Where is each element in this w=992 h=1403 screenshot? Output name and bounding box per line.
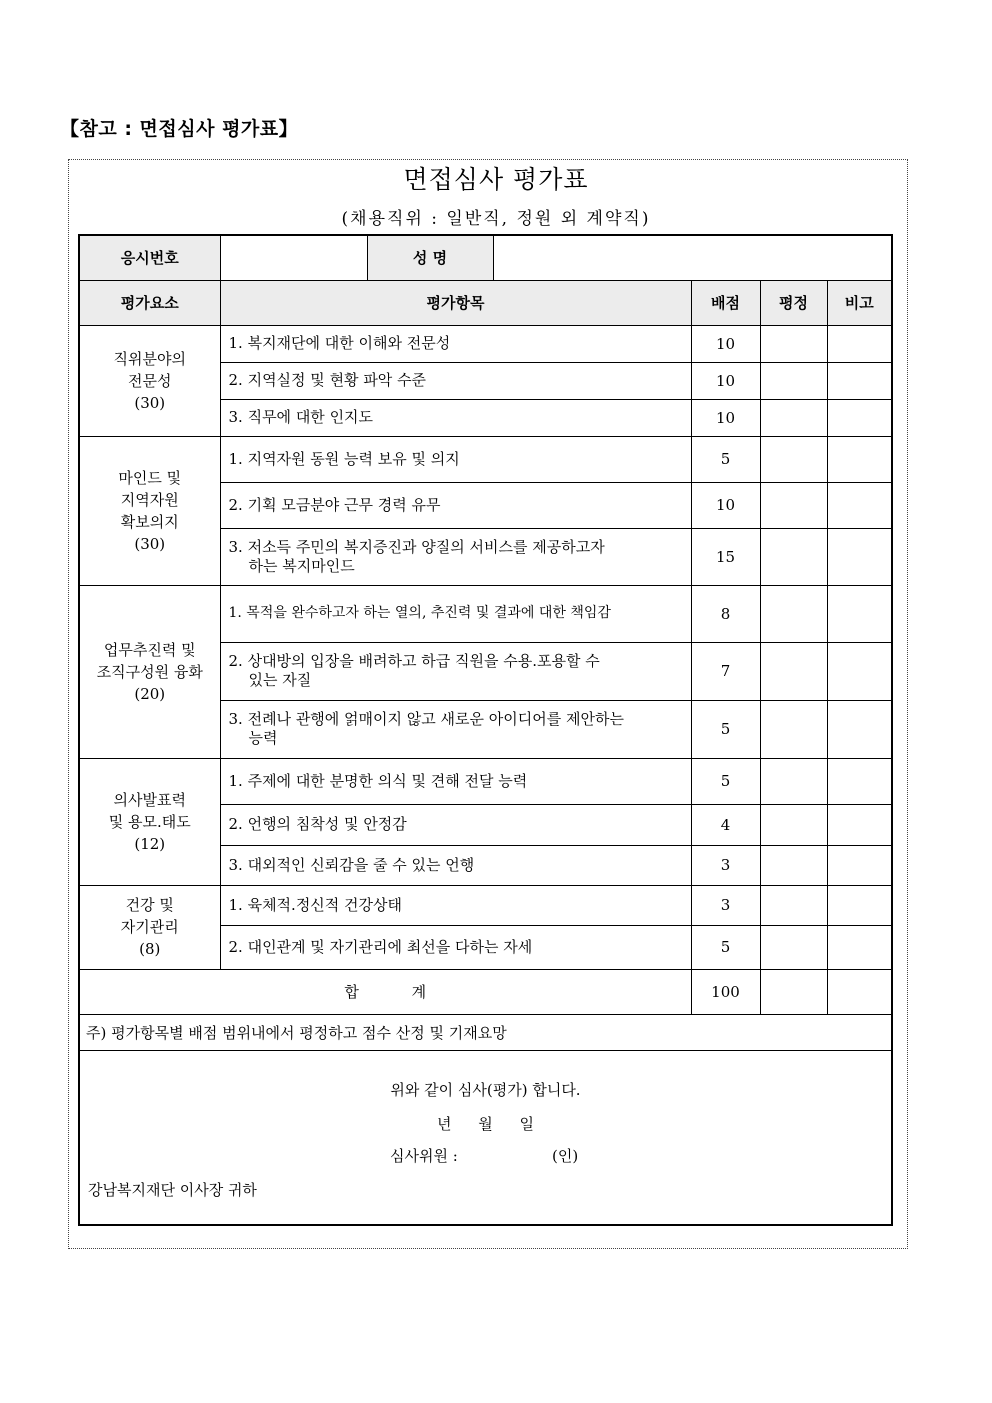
col-remark: 비고 — [827, 280, 892, 325]
remark-cell[interactable] — [827, 700, 892, 758]
remark-cell[interactable] — [827, 925, 892, 969]
evaluation-table — [78, 234, 893, 1226]
remark-cell[interactable] — [827, 845, 892, 885]
remark-cell[interactable] — [827, 325, 892, 362]
item-points: 5 — [691, 436, 760, 482]
item-text: 1. 육체적.정신적 건강상태 — [220, 885, 691, 925]
item-text: 2. 언행의 침착성 및 안정감 — [220, 804, 691, 845]
item-points: 15 — [691, 528, 760, 585]
item-text: 1. 지역자원 동원 능력 보유 및 의지 — [220, 436, 691, 482]
item-text: 1. 복지재단에 대한 이해와 전문성 — [220, 325, 691, 362]
item-text: 3. 대외적인 신뢰감을 줄 수 있는 언행 — [220, 845, 691, 885]
item-text: 3. 전례나 관행에 얽매이지 않고 새로운 아이디어를 제안하는 능력 — [220, 700, 691, 758]
score-cell[interactable] — [760, 362, 827, 399]
score-cell[interactable] — [760, 482, 827, 528]
col-score: 평정 — [760, 280, 827, 325]
item-text: 3. 저소득 주민의 복지증진과 양질의 서비스를 제공하고자 하는 복지마인드 — [220, 528, 691, 585]
note-text: 주) 평가항목별 배점 범위내에서 평정하고 점수 산정 및 기재요망 — [79, 1014, 892, 1050]
col-allot: 배점 — [691, 280, 760, 325]
score-cell[interactable] — [760, 399, 827, 436]
date-line: 년 월 일 — [436, 1114, 534, 1133]
statement-text: 위와 같이 심사(평가) 합니다. — [390, 1080, 581, 1099]
remark-cell[interactable] — [827, 585, 892, 642]
item-points: 10 — [691, 362, 760, 399]
item-points: 5 — [691, 700, 760, 758]
score-cell[interactable] — [760, 325, 827, 362]
remark-cell[interactable] — [827, 436, 892, 482]
score-cell[interactable] — [760, 528, 827, 585]
item-text: 2. 지역실정 및 현황 파악 수준 — [220, 362, 691, 399]
remark-cell[interactable] — [827, 885, 892, 925]
signature-area — [79, 1050, 892, 1225]
exam-no-label: 응시번호 — [79, 235, 220, 280]
col-item: 평가항목 — [220, 280, 691, 325]
name-label: 성 명 — [367, 235, 493, 280]
score-cell[interactable] — [760, 845, 827, 885]
item-points: 3 — [691, 885, 760, 925]
seal-mark: (인) — [552, 1146, 579, 1165]
item-text: 1. 목적을 완수하고자 하는 열의, 추진력 및 결과에 대한 책임감 — [220, 585, 691, 642]
item-text: 2. 기획 모금분야 근무 경력 유무 — [220, 482, 691, 528]
score-cell[interactable] — [760, 642, 827, 700]
remark-cell[interactable] — [827, 482, 892, 528]
item-points: 10 — [691, 325, 760, 362]
item-points: 8 — [691, 585, 760, 642]
score-cell[interactable] — [760, 700, 827, 758]
remark-cell[interactable] — [827, 642, 892, 700]
item-points: 5 — [691, 758, 760, 804]
score-cell[interactable] — [760, 804, 827, 845]
category-cell: 건강 및 자기관리 (8) — [79, 885, 220, 969]
score-cell[interactable] — [760, 758, 827, 804]
item-points: 7 — [691, 642, 760, 700]
remark-cell[interactable] — [827, 758, 892, 804]
total-label: 합 계 — [79, 969, 691, 1014]
item-points: 10 — [691, 399, 760, 436]
exam-no-field[interactable] — [220, 235, 367, 280]
category-cell: 의사발표력 및 용모.태도 (12) — [79, 758, 220, 885]
remark-cell[interactable] — [827, 362, 892, 399]
total-points: 100 — [691, 969, 760, 1014]
form-subtitle: (채용직위 : 일반직, 정원 외 계약직) — [341, 209, 651, 229]
item-text: 2. 대인관계 및 자기관리에 최선을 다하는 자세 — [220, 925, 691, 969]
name-field[interactable] — [493, 235, 892, 280]
page-heading: 【참고 : 면접심사 평가표】 — [60, 118, 299, 140]
score-cell[interactable] — [760, 585, 827, 642]
remark-cell[interactable] — [827, 399, 892, 436]
remark-cell[interactable] — [827, 528, 892, 585]
examiner-label: 심사위원 : — [390, 1146, 458, 1165]
score-cell[interactable] — [760, 436, 827, 482]
score-cell[interactable] — [760, 885, 827, 925]
col-factor: 평가요소 — [79, 280, 220, 325]
remark-cell[interactable] — [827, 804, 892, 845]
score-cell[interactable] — [760, 925, 827, 969]
item-points: 3 — [691, 845, 760, 885]
form-title: 면접심사 평가표 — [403, 165, 589, 194]
category-cell: 업무추진력 및 조직구성원 융화 (20) — [79, 585, 220, 758]
category-cell: 직위분야의 전문성 (30) — [79, 325, 220, 436]
item-text: 2. 상대방의 입장을 배려하고 하급 직원을 수용.포용할 수 있는 자질 — [220, 642, 691, 700]
item-points: 4 — [691, 804, 760, 845]
total-score-cell[interactable] — [760, 969, 827, 1014]
item-text: 1. 주제에 대한 분명한 의식 및 견해 전달 능력 — [220, 758, 691, 804]
category-cell: 마인드 및 지역자원 확보의지 (30) — [79, 436, 220, 585]
total-remark-cell[interactable] — [827, 969, 892, 1014]
addressee-text: 강남복지재단 이사장 귀하 — [88, 1180, 257, 1199]
item-text: 3. 직무에 대한 인지도 — [220, 399, 691, 436]
item-points: 5 — [691, 925, 760, 969]
item-points: 10 — [691, 482, 760, 528]
